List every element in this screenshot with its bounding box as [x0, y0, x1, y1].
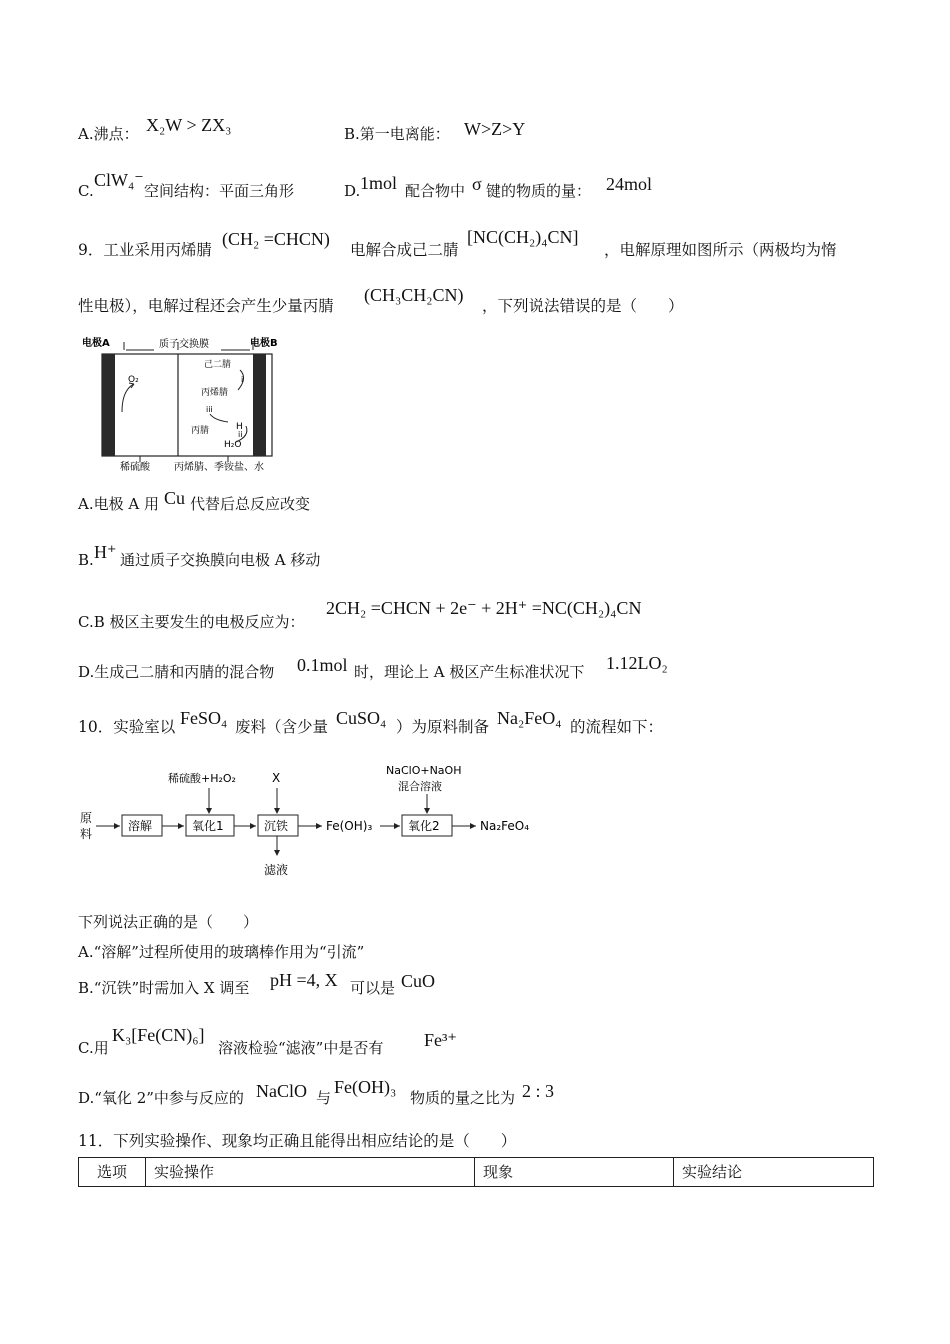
adiponitrile-label: 己二腈 — [204, 360, 232, 370]
product-label: Na₂FeO₄ — [480, 819, 530, 833]
raw-material-label-1: 原 — [80, 811, 93, 825]
h2o-label: H₂O — [224, 440, 242, 450]
option-text: 配合物中 — [405, 182, 466, 200]
q10-c-reagent — [112, 1025, 205, 1045]
option-text: 溶液检验“滤液”中是否有 — [218, 1039, 384, 1057]
option-label: B.第一电离能： — [344, 125, 450, 143]
q9-stem-1 — [78, 240, 212, 260]
o2-arrow — [122, 384, 134, 412]
header-option: 选项 — [79, 1158, 146, 1187]
stem-text: 9．工业采用丙烯腈 — [78, 241, 212, 259]
formula: X₂W > ZX₃ — [146, 115, 232, 135]
formula: ClW₄⁻ — [94, 170, 144, 190]
stem-text: 电解合成己二腈 — [350, 241, 459, 259]
formula: (CH₂ =CHCN) — [222, 229, 330, 249]
q9-option-c — [78, 612, 305, 632]
option-text: 键的物质的量： — [486, 182, 592, 200]
stem-text: 的流程如下： — [570, 718, 664, 736]
q10-cuso4 — [336, 708, 386, 728]
formula: W>Z>Y — [464, 119, 526, 139]
q10-stem-4 — [570, 717, 663, 737]
propionitrile-label: 丙腈 — [191, 426, 210, 436]
option-text: 时，理论上 A 极区产生标准状况下 — [354, 663, 585, 681]
formula: 24mol — [606, 174, 653, 194]
q10-b-ph — [270, 970, 338, 990]
electrode-a — [102, 354, 115, 456]
q8-d-text2 — [486, 181, 591, 201]
formula: CuO — [401, 971, 436, 991]
option-text: 与 — [316, 1089, 332, 1107]
step-iii: iii — [206, 405, 213, 414]
dissolve-label: 溶解 — [128, 819, 153, 833]
q10-option-a — [78, 942, 364, 962]
q10-stem-2 — [235, 717, 328, 737]
q9-d-amount — [297, 655, 348, 675]
formula: (CH₃CH₂CN) — [364, 285, 464, 305]
option-text: A.电极 A 用 — [78, 495, 159, 513]
o2-label: O₂ — [128, 375, 139, 385]
option-label: B. — [78, 551, 94, 569]
option-text: 物质的量之比为 — [410, 1089, 516, 1107]
formula: K₃[Fe(CN)₆] — [112, 1025, 205, 1045]
q10-option-c — [78, 1038, 109, 1058]
oxidize1-label: 氧化1 — [192, 819, 224, 833]
formula: H⁺ — [94, 542, 117, 562]
option-text: A.“溶解”过程所使用的玻璃棒作用为“引流” — [78, 943, 365, 961]
q10-option-d — [78, 1088, 244, 1108]
q9-propionitrile — [364, 285, 464, 305]
acrylonitrile-label: 丙烯腈 — [201, 388, 229, 398]
q8-option-d — [344, 181, 360, 201]
reagent1-label: 稀硫酸+H₂O₂ — [168, 772, 236, 785]
q9-option-a — [78, 494, 159, 514]
oxidize2-label: 氧化2 — [408, 819, 440, 833]
q9-acrylonitrile — [222, 229, 330, 249]
option-text: 通过质子交换膜向电极 A 移动 — [120, 551, 321, 569]
electrode-b — [253, 354, 266, 456]
q8-c-text — [144, 181, 294, 201]
q11-table — [78, 1157, 874, 1187]
q9-a-cu — [164, 488, 185, 508]
formula: Fe(OH)₃ — [334, 1077, 397, 1097]
option-label: D. — [344, 182, 361, 200]
header-operation: 实验操作 — [146, 1158, 475, 1187]
q8-option-a — [78, 124, 139, 144]
option-text: 空间结构：平面三角形 — [144, 182, 295, 200]
x-reagent-label: X — [272, 771, 281, 785]
q10-option-d-mid — [316, 1088, 331, 1108]
header-phenomenon: 现象 — [475, 1158, 674, 1187]
stem-text: 11．下列实验操作、现象均正确且能得出相应结论的是（ ） — [78, 1132, 517, 1150]
formula: σ — [472, 174, 482, 194]
electrolysis-diagram — [78, 334, 298, 476]
q10-option-b — [78, 978, 249, 998]
stem-text: ，下列说法错误的是（ ） — [482, 297, 684, 315]
formula: CuSO₄ — [336, 708, 387, 728]
q9-option-b — [78, 550, 94, 570]
stem-text: 性电极），电解过程还会产生少量丙腈 — [78, 297, 334, 315]
q8-option-b — [344, 124, 450, 144]
formula: Na₂FeO₄ — [497, 708, 562, 728]
q9-stem-3 — [604, 240, 837, 260]
membrane-label: 质子交换膜 — [159, 339, 209, 350]
q9-adiponitrile — [467, 227, 579, 247]
option-text: C.用 — [78, 1039, 109, 1057]
option-text: D.“氧化 2”中参与反应的 — [78, 1089, 244, 1107]
q10-c-ion — [424, 1030, 457, 1050]
formula: [NC(CH₂)₄CN] — [467, 227, 579, 247]
q9-b-hplus — [94, 542, 117, 562]
electrode-a-label: 电极A — [82, 338, 110, 349]
formula: 1mol — [360, 173, 398, 193]
q8-c-formula — [94, 170, 144, 190]
stem-text: ）为原料制备 — [396, 718, 490, 736]
q9-option-d-rest — [354, 662, 584, 682]
step-ii: ii — [238, 430, 243, 439]
stem-text: 废料（含少量 — [235, 718, 329, 736]
q10-stem-3 — [396, 717, 489, 737]
q9-d-volume — [606, 653, 668, 673]
step-i: i — [241, 375, 244, 384]
option-text: 可以是 — [350, 979, 396, 997]
table-header-row — [79, 1158, 874, 1187]
formula: Fe³⁺ — [424, 1030, 457, 1050]
formula: FeSO₄ — [180, 708, 228, 728]
formula: 2CH₂ =CHCN + 2e⁻ + 2H⁺ =NC(CH₂)₄CN — [326, 598, 642, 618]
option-text: B.“沉铁”时需加入 X 调至 — [78, 979, 250, 997]
cell-outline — [102, 354, 272, 456]
q8-option-c — [78, 181, 94, 201]
electrode-b-label: 电极B — [250, 338, 278, 349]
fe-oh3-label: Fe(OH)₃ — [326, 819, 373, 833]
h-label: H — [236, 422, 243, 432]
arrow-iii — [210, 414, 228, 422]
option-label: C. — [78, 182, 94, 200]
q9-option-d — [78, 662, 274, 682]
q11-stem — [78, 1131, 516, 1151]
q10-d-feoh3 — [334, 1077, 396, 1097]
formula: NaClO — [256, 1081, 307, 1101]
stem-text: ，电解原理如图所示（两极均为惰 — [604, 241, 837, 259]
q9-option-a-rest — [190, 494, 310, 514]
stem-text: 下列说法正确的是（ ） — [78, 913, 259, 931]
q10-d-ratio — [522, 1081, 554, 1101]
q8-d-amount — [360, 173, 397, 193]
formula: pH =4, X — [270, 970, 338, 990]
precipitate-label: 沉铁 — [264, 819, 289, 833]
q8-d-text1 — [405, 181, 465, 201]
formula: Cu — [164, 488, 186, 508]
formula: 2 : 3 — [522, 1081, 555, 1101]
q10-option-b-mid — [350, 978, 395, 998]
q10-na2feo4 — [497, 708, 562, 728]
q8-d-value — [606, 174, 652, 194]
option-text: D.生成己二腈和丙腈的混合物 — [78, 663, 275, 681]
q9-c-equation — [326, 598, 641, 618]
header-conclusion: 实验结论 — [674, 1158, 874, 1187]
q9-stem-4 — [78, 296, 334, 316]
q9-option-b-rest — [120, 550, 320, 570]
q10-feso4 — [180, 708, 227, 728]
bottom-right-label: 丙烯腈、季铵盐、水 — [174, 462, 264, 473]
option-text: C.B 极区主要发生的电极反应为： — [78, 613, 305, 631]
q10-prompt — [78, 912, 258, 932]
q8-a-formula — [146, 115, 231, 135]
filtrate-label: 滤液 — [264, 863, 289, 877]
reagent2-line1: NaClO+NaOH — [386, 764, 462, 777]
option-text: 代替后总反应改变 — [190, 495, 311, 513]
q9-stem-2 — [350, 240, 459, 260]
q10-stem-1 — [78, 717, 175, 737]
q10-option-d-rest — [410, 1088, 515, 1108]
stem-text: 10．实验室以 — [78, 718, 176, 736]
formula: 1.12LO₂ — [606, 653, 668, 673]
q10-option-c-rest — [218, 1038, 383, 1058]
raw-material-label-2: 料 — [80, 827, 93, 841]
formula: 0.1mol — [297, 655, 348, 675]
process-flow-diagram — [78, 758, 548, 886]
q8-b-formula — [464, 119, 525, 139]
q9-stem-5 — [482, 296, 684, 316]
q8-d-sigma — [472, 174, 482, 194]
q10-d-naclo — [256, 1081, 307, 1101]
q10-b-cuo — [401, 971, 435, 991]
reagent2-line2: 混合溶液 — [398, 780, 442, 793]
bottom-left-label: 稀硫酸 — [120, 462, 150, 473]
option-label: A.沸点： — [78, 125, 139, 143]
